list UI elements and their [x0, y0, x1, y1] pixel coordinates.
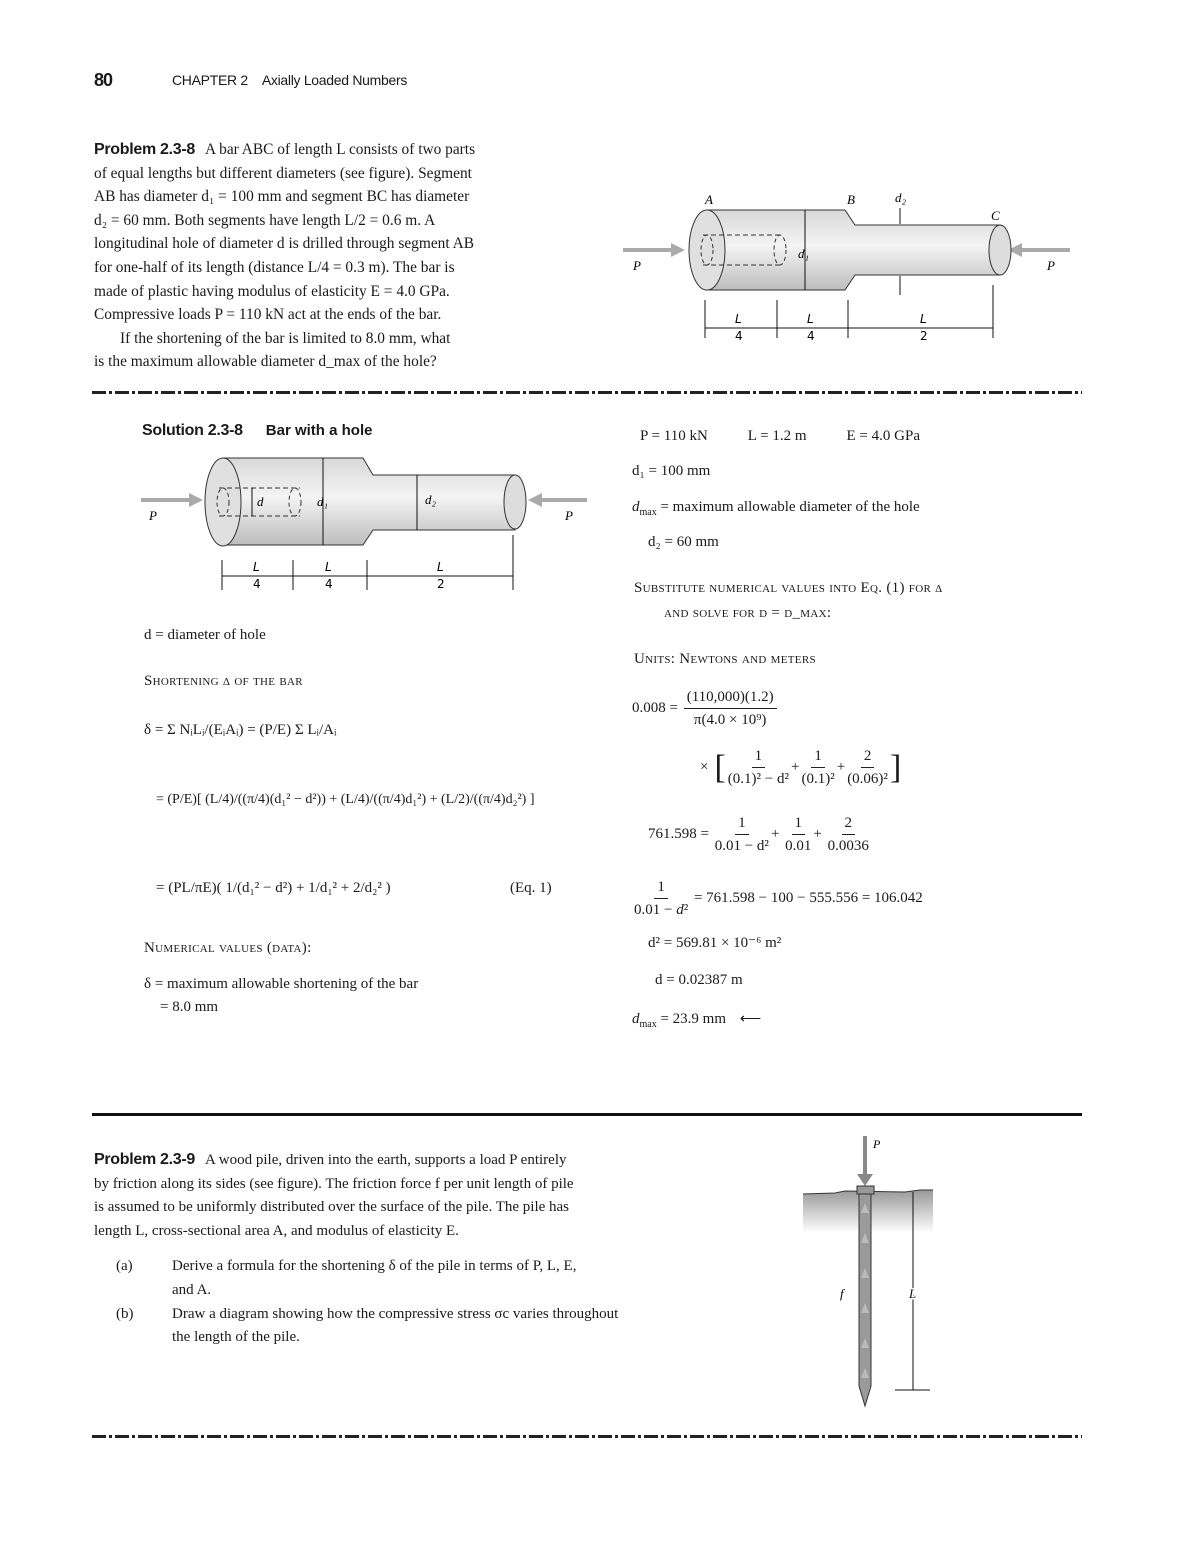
equation-shortening-sum: δ = Σ NᵢLᵢ/(EᵢAᵢ) = (P/E) Σ Lᵢ/Aᵢ	[144, 722, 337, 738]
substitute-heading-2: and solve for d = d_max:	[664, 605, 832, 621]
pile-figure	[795, 1128, 945, 1413]
svg-text:f: f	[840, 1286, 844, 1301]
calc-step-1: 0.008 = $\frac{(110,000)(1.2)}{\text{π(4.0 × 10⁹)}}$	[632, 686, 779, 731]
svg-text:L: L	[807, 312, 814, 326]
equation-label: (Eq. 1)	[510, 880, 552, 896]
svg-text:4: 4	[325, 577, 333, 591]
solution-title: Solution 2.3-8 Bar with a hole	[142, 422, 373, 439]
section-divider	[92, 391, 1082, 394]
heading-shortening: Shortening δ of the bar	[144, 673, 303, 689]
delta-definition: δ = maximum allowable shortening of the bar	[144, 976, 419, 992]
svg-text:L: L	[437, 560, 444, 574]
svg-text:P: P	[1047, 258, 1055, 273]
calc-step-4: $\frac{1}{\text{0.01 − d²}}$ = 761.598 − 100 − 555.556 = 106.042	[632, 876, 923, 921]
substitute-heading-1: Substitute numerical values into Eq. (1) for δ	[634, 580, 943, 596]
svg-text:4: 4	[253, 577, 261, 591]
bar-figure-solution	[135, 450, 595, 600]
svg-text:L: L	[909, 1286, 917, 1301]
units-heading: Units: Newtons and meters	[634, 651, 816, 667]
problem-2-3-9-text: Problem 2.3-9 A wood pile, driven into the earth, supports a load P entirely by friction along its sides (see figure). The friction force f per unit length of pile is assumed to be uniformly distributed over the surface of the pile. The pile has length L, cross-sectional area A, and modulus of elasticity E. (a) Derive a formula for the shortening δ of the pile in terms of P, L, E, and A. (b) Draw a diagram showing how the compressive stress σc varies throughout the length of the pile.	[94, 1148, 754, 1350]
equation-1: = (PL/πE)( 1/(d₁² − d²) + 1/d₁² + 2/d₂² )	[156, 880, 391, 896]
svg-text:d: d	[257, 494, 264, 509]
calc-step-2: × [ $\frac{1}{\text{(0.1)² − d²}}$ + $\frac{1}{\text{(0.1)²}}$ + $\frac{2}{\text{(0.06)²}}$ ]	[700, 745, 901, 790]
bar-figure-problem	[615, 180, 1075, 350]
problem-title: Problem 2.3-9	[94, 1151, 196, 1168]
svg-text:4: 4	[735, 329, 743, 343]
svg-text:d₂: d₂	[895, 190, 907, 205]
page-number: 80	[94, 70, 113, 90]
calc-step-6: d = 0.02387 m	[655, 972, 743, 988]
svg-text:4: 4	[807, 329, 815, 343]
running-header	[172, 72, 407, 88]
chapter-label: CHAPTER 2	[172, 72, 248, 88]
svg-text:L: L	[920, 312, 927, 326]
svg-text:P: P	[633, 258, 641, 273]
svg-text:A: A	[705, 192, 713, 207]
chapter-title: Axially Loaded Numbers	[261, 72, 408, 88]
dmax-definition: $d_{max}$ = maximum allowable diameter of the hole	[632, 499, 920, 518]
def-d: d = diameter of hole	[144, 627, 266, 643]
svg-text:L: L	[735, 312, 742, 326]
section-divider-bottom	[92, 1435, 1082, 1438]
final-result: $d_{max} = 23.9$ mm ⟵	[632, 1011, 762, 1030]
svg-text:P: P	[565, 508, 573, 523]
given-values: P = 110 kN L = 1.2 m E = 4.0 GPa	[640, 428, 920, 444]
svg-text:d₁: d₁	[798, 246, 810, 261]
svg-text:P: P	[149, 508, 157, 523]
delta-value: = 8.0 mm	[160, 999, 219, 1015]
item-b: (b) Draw a diagram showing how the compressive stress σc varies throughout the length of the pile.	[116, 1305, 619, 1346]
svg-text:L: L	[325, 560, 332, 574]
calc-step-3: 761.598 = $\frac{1}{\text{0.01 − d²}}$ + $\frac{1}{0.01}$ + $\frac{2}{0.0036}$	[648, 812, 871, 857]
calc-step-5: d² = 569.81 × 10⁻⁶ m²	[648, 935, 782, 951]
svg-text:P: P	[873, 1137, 881, 1151]
problem-2-3-8-text: Problem 2.3-8 A bar ABC of length L consists of two parts of equal lengths but different diameters (see figure). Segment AB has diameter d₁ = 100 mm and segment BC has diameter d₂ = 60 mm. Both segments have length L/2 = 0.6 m. A longitudinal hole of diameter d is drilled through segment AB for one-half of its length (distance L/4 = 0.3 m). The bar is made of plastic having modulus of elasticity E = 4.0 GPa. Compressive loads P = 110 kN act at the ends of the bar. If the shortening of the bar is limited to 8.0 mm, what is the maximum allowable diameter d_max of the hole?	[94, 141, 476, 371]
svg-text:B: B	[847, 192, 855, 207]
problem-title: Problem 2.3-8	[94, 141, 196, 158]
heading-numerical-values: Numerical values (data):	[144, 940, 312, 956]
d1-value: d₁ = 100 mm	[632, 463, 711, 479]
section-rule	[92, 1113, 1082, 1116]
result-arrow-icon: ⟵	[739, 1011, 762, 1027]
svg-text:2: 2	[437, 577, 445, 591]
svg-text:d₂: d₂	[425, 492, 437, 507]
d2-value: d₂ = 60 mm	[648, 534, 719, 550]
item-a: (a) Derive a formula for the shortening δ of the pile in terms of P, L, E, and A.	[116, 1258, 577, 1298]
svg-text:C: C	[991, 208, 1000, 223]
equation-shortening-expanded: = (P/E)[ (L/4)/((π/4)(d₁² − d²)) + (L/4)/((π/4)d₁²) + (L/2)/((π/4)d₂²) ]	[156, 792, 535, 807]
svg-text:d₁: d₁	[317, 494, 329, 509]
svg-text:L: L	[253, 560, 260, 574]
svg-text:2: 2	[920, 329, 928, 343]
